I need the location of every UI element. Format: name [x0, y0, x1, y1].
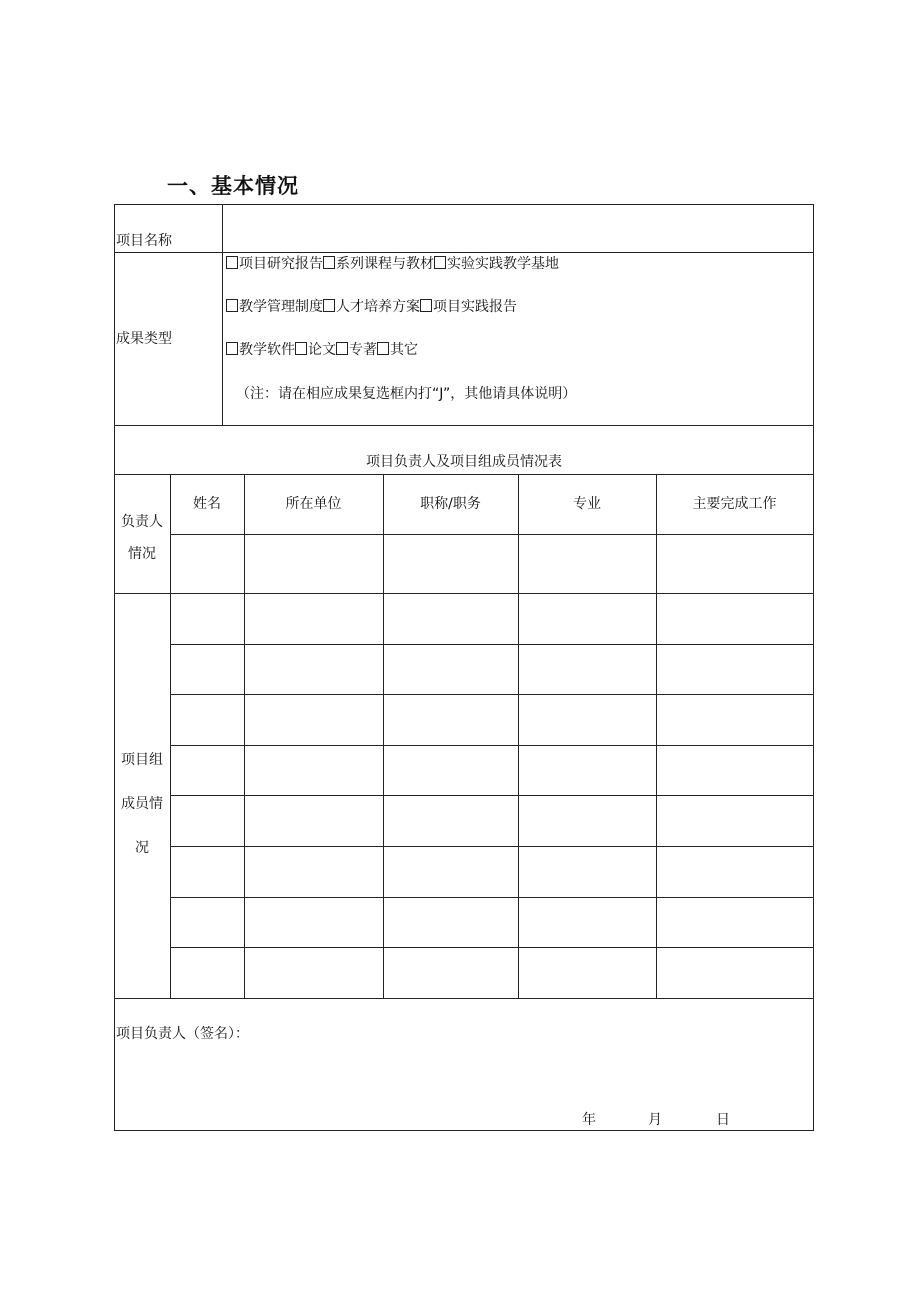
result-type-options-row-3: [226, 342, 418, 357]
header-unit: 所在单位: [285, 496, 342, 512]
checkbox-icon[interactable]: [323, 299, 335, 312]
result-type-option[interactable]: 实验实践教学基地: [434, 256, 559, 272]
row-divider-member-2: [170, 694, 814, 695]
checkbox-icon[interactable]: [295, 342, 307, 355]
table-cell[interactable]: [384, 535, 518, 593]
result-type-option[interactable]: 项目实践报告: [420, 299, 517, 315]
result-type-option[interactable]: 论文: [295, 342, 336, 358]
table-cell[interactable]: [171, 535, 244, 593]
row-divider-member-3: [170, 745, 814, 746]
checkbox-icon[interactable]: [226, 299, 238, 312]
section-title: 一、基本情况: [167, 174, 299, 198]
result-type-note: （注：请在相应成果复选框内打“J”，其他请具体说明）: [236, 386, 577, 402]
group-section-label: 项目组: [121, 752, 163, 768]
row-divider-member-1: [170, 644, 814, 645]
header-main-work: 主要完成工作: [692, 496, 777, 512]
leader-section-label: 负责人: [121, 514, 163, 530]
result-type-option[interactable]: 教学软件: [226, 342, 295, 358]
checkbox-icon[interactable]: [226, 256, 238, 269]
row-divider-result-type: [114, 425, 814, 426]
row-divider-members-end: [114, 998, 814, 999]
header-major: 专业: [573, 496, 601, 512]
row-divider-member-7: [170, 947, 814, 948]
checkbox-icon[interactable]: [323, 256, 335, 269]
group-section-label: 况: [135, 840, 149, 856]
row-divider-member-5: [170, 846, 814, 847]
checkbox-icon[interactable]: [377, 342, 389, 355]
result-type-options-row-2: [226, 299, 517, 314]
table-border-bottom: [114, 1130, 814, 1131]
group-section-label: 成员情: [121, 796, 163, 812]
row-divider-member-6: [170, 897, 814, 898]
result-type-option[interactable]: 人才培养方案: [323, 299, 420, 315]
leader-signature-label: 项目负责人（签名）：: [116, 1026, 249, 1042]
members-table-title: 项目负责人及项目组成员情况表: [366, 454, 562, 470]
result-type-option[interactable]: 项目研究报告: [226, 256, 323, 272]
result-type-option[interactable]: 专著: [336, 342, 377, 358]
checkbox-icon[interactable]: [336, 342, 348, 355]
row-divider-member-4: [170, 795, 814, 796]
leader-section-label: 情况: [128, 546, 156, 562]
table-cell[interactable]: [657, 535, 813, 593]
result-type-options-row-1: [226, 256, 559, 271]
table-cell[interactable]: [519, 535, 656, 593]
signature-month-label: 月: [648, 1112, 662, 1128]
table-border-right: [813, 204, 814, 1131]
row-divider-project-name: [114, 252, 814, 253]
table-cell[interactable]: [245, 535, 383, 593]
project-name-label: 项目名称: [116, 233, 172, 249]
checkbox-icon[interactable]: [434, 256, 446, 269]
checkbox-icon[interactable]: [226, 342, 238, 355]
signature-day-label: 日: [716, 1112, 730, 1128]
project-name-field[interactable]: [223, 205, 813, 252]
header-name: 姓名: [193, 496, 221, 512]
result-type-option[interactable]: 系列课程与教材: [323, 256, 434, 272]
result-type-option[interactable]: 教学管理制度: [226, 299, 323, 315]
result-type-label: 成果类型: [116, 331, 172, 347]
row-divider-leader: [114, 593, 814, 594]
header-title-position: 职称/职务: [420, 496, 481, 512]
table-border-left: [114, 204, 115, 1131]
checkbox-icon[interactable]: [420, 299, 432, 312]
signature-year-label: 年: [582, 1112, 596, 1128]
result-type-option[interactable]: 其它: [377, 342, 418, 358]
row-divider-table-title: [114, 474, 814, 475]
